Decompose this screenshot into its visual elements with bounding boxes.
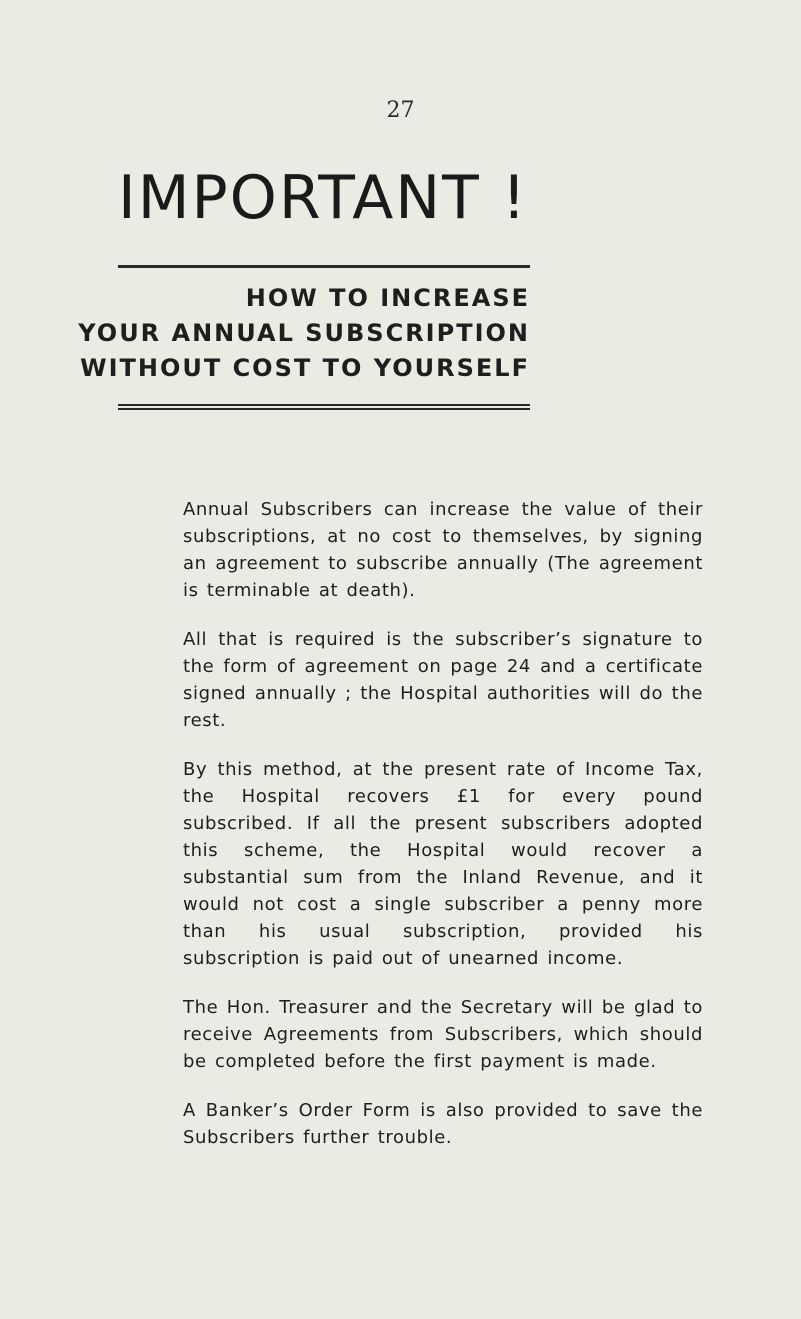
paragraph-2: All that is required is the subscriber’s signature to the form of agreement on page 24 and a certificate signed annually ; the Hospital authorities will do the rest. <box>183 629 703 731</box>
paragraph-5: A Banker’s Order Form is also provided to save the Subscribers further trouble. <box>183 1100 703 1148</box>
subtitle-line-3: WITHOUT COST TO YOURSELF <box>80 354 530 382</box>
body-text <box>183 496 703 1173</box>
title-underline <box>118 265 530 268</box>
paragraph-4: The Hon. Treasurer and the Secretary will be glad to receive Agreements from Subscribers, which should be completed before the first payment is made. <box>183 997 703 1072</box>
subtitle-double-rule-bottom <box>118 408 530 410</box>
paragraph-1: Annual Subscribers can increase the value of their subscriptions, at no cost to themselves, by signing an agreement to subscribe annually (The agreement is terminable at death). <box>183 499 703 601</box>
paragraph-3: By this method, at the present rate of Income Tax, the Hospital recovers £1 for every pound subscribed. If all the present subscribers adopted this scheme, the Hospital would recover a substantial sum from the Inland Revenue, and it would not cost a single subscriber a penny more than his usual subscription, provided his subscription is paid out of unearned income. <box>183 759 703 969</box>
subtitle-line-1: HOW TO INCREASE <box>245 284 530 312</box>
page-number: 27 <box>386 98 415 123</box>
subtitle-line-2: YOUR ANNUAL SUBSCRIPTION <box>78 319 530 347</box>
subtitle-double-rule-top <box>118 404 530 406</box>
page-title: IMPORTANT ! <box>118 163 528 233</box>
